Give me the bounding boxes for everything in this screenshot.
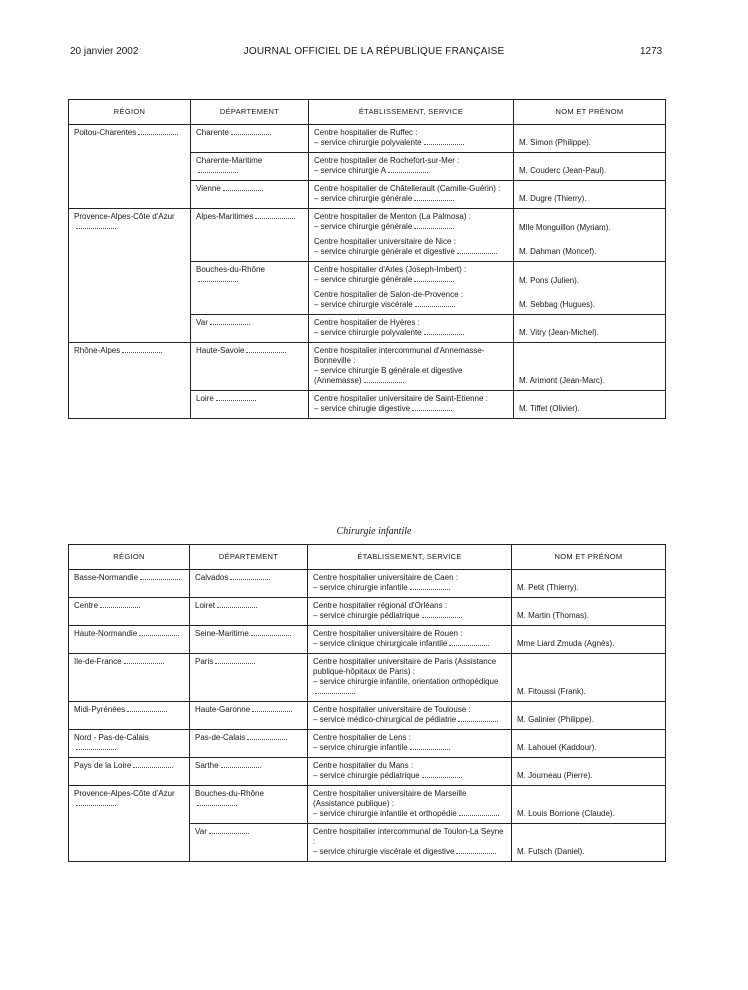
etablissement-cell [308,730,512,758]
leader-dots [424,333,464,335]
service-label: – service chirurgie générale [314,275,413,284]
service-label: – service chirurgie infantile, orientation orthopédique [313,677,499,686]
etablissement-cell [309,153,514,181]
region-cell [69,391,191,419]
etablissement-entry [314,290,508,310]
leader-dots [216,399,256,401]
departement-cell [191,262,309,315]
etablissement-cell [309,209,514,262]
etablissement-entry [313,789,506,819]
leader-dots [457,252,497,254]
leader-dots [388,171,428,173]
table-row [69,125,666,153]
etablissement-cell [309,391,514,419]
nom-prenom: Mme Liard Zmuda (Agnès). [517,639,615,648]
service-label: – service chirurgie viscérale et digestive [313,847,455,856]
departement-label: Alpes-Maritimes [196,212,254,221]
service-name [313,809,506,819]
leader-dots [198,280,238,282]
etablissement-name: Centre hospitalier universitaire de Caen : [313,573,458,582]
etablissement-cell [308,570,512,598]
departement-label: Var [195,827,207,836]
departement-cell [190,758,308,786]
region-label: Centre [74,601,99,610]
region-cell [69,125,191,153]
etablissement-cell [308,626,512,654]
table-row [69,343,666,391]
departement-cell [191,209,309,262]
region-label: Haute-Normandie [74,629,138,638]
leader-dots [223,189,263,191]
region-cell [69,262,191,315]
service-label: – service chirurgie pédiatrique [313,611,420,620]
region-cell [69,626,190,654]
nom-cell [512,654,666,702]
service-name [313,771,506,781]
departement-cell [191,153,309,181]
departement-cell [190,824,308,862]
leader-dots [209,832,249,834]
etablissement-entry [314,346,508,386]
nom-prenom: M. Pons (Julien). [519,276,580,285]
service-label: – service chirurgie B générale et digestive (Annemasse) [314,366,463,385]
leader-dots [124,662,164,664]
leader-dots [76,748,116,750]
etablissement-name: Centre hospitalier universitaire de Rouen : [313,629,463,638]
leader-dots [410,748,450,750]
leader-dots [221,766,261,768]
leader-dots [414,199,454,201]
leader-dots [422,616,462,618]
nom-prenom: M. Dahman (Moncef). [519,247,597,256]
etablissement-cell [309,181,514,209]
departement-label: Vienne [196,184,221,193]
etablissement-cell [308,598,512,626]
nom-cell [512,702,666,730]
service-name [313,743,506,753]
etablissement-cell [308,702,512,730]
service-label: – service chirurgie générale et digestive [314,247,455,256]
etablissement-entry [313,827,506,857]
departement-cell [191,315,309,343]
table-row [69,702,666,730]
etablissement-entry [314,318,508,338]
leader-dots [424,143,464,145]
etablissement-name: Centre hospitalier de Salon-de-Provence : [314,290,463,299]
nom-cell [514,125,666,153]
departement-label: Bouches-du-Rhône [195,789,264,798]
departement-cell [190,730,308,758]
etablissement-cell [309,343,514,391]
nom-cell [512,758,666,786]
service-label: – service chirurgie générale [314,222,413,231]
service-name [313,583,506,593]
etablissement-entry [314,394,508,414]
region-cell [69,209,191,262]
nom-cell [514,153,666,181]
nom-cell [512,598,666,626]
etablissement-name: Centre hospitalier de Hyères : [314,318,420,327]
departement-label: Var [196,318,208,327]
leader-dots [459,814,499,816]
departement-cell [191,391,309,419]
leader-dots [76,227,116,229]
nom-prenom: M. Galinier (Philippe). [517,715,594,724]
region-cell [69,598,190,626]
nom-prenom: M. Journeau (Pierre). [517,771,593,780]
nom-prenom: M. Martin (Thomas). [517,611,590,620]
departement-cell [190,570,308,598]
table-row [69,181,666,209]
leader-dots [139,634,179,636]
departement-cell [190,598,308,626]
leader-dots [210,323,250,325]
etablissement-name: Centre hospitalier de Rochefort-sur-Mer : [314,156,460,165]
leader-dots [449,644,489,646]
nom-prenom: Mlle Monguillon (Myriam). [519,223,611,232]
nom-cell [514,262,666,315]
region-cell [69,702,190,730]
service-label: – service chirurgie A [314,166,387,175]
table-row [69,786,666,824]
etablissement-cell [309,262,514,315]
etablissement-cell [308,786,512,824]
service-name [313,639,506,649]
table-row [69,391,666,419]
departement-label: Bouches-du-Rhône [196,265,265,274]
table-row [69,315,666,343]
etablissement-entry [314,265,508,285]
region-label: Pays de la Loire [74,761,132,770]
table-row [69,730,666,758]
departement-cell [191,343,309,391]
departement-cell [190,654,308,702]
table-row [69,758,666,786]
service-name [314,366,508,386]
leader-dots [246,351,286,353]
leader-dots [410,588,450,590]
leader-dots [197,804,237,806]
etablissement-name: Centre hospitalier universitaire de Toulouse : [313,705,471,714]
service-name [314,275,508,285]
leader-dots [231,133,271,135]
service-name [314,138,508,148]
leader-dots [415,305,455,307]
etablissement-name: Centre hospitalier intercommunal de Toulon-La Seyne : [313,827,504,846]
nom-cell [512,786,666,824]
region-cell [69,824,190,862]
leader-dots [251,634,291,636]
region-cell [69,654,190,702]
etablissement-name: Centre hospitalier régional d'Orléans : [313,601,448,610]
departement-cell [190,626,308,654]
etablissement-name: Centre hospitalier d'Arles (Joseph-Imbert) : [314,265,467,274]
leader-dots [315,692,355,694]
departement-label: Sarthe [195,761,219,770]
table-body [69,125,666,419]
etablissement-entry [314,237,508,257]
leader-dots [247,738,287,740]
col-header-region: RÉGION [69,100,191,125]
etablissement-name: Centre hospitalier de Châtellerault (Camille-Guérin) : [314,184,501,193]
leader-dots [76,804,116,806]
service-name [313,611,506,621]
departement-label: Loire [196,394,214,403]
etablissement-name: Centre hospitalier universitaire de Marseille (Assistance publique) : [313,789,467,808]
etablissement-cell [308,654,512,702]
etablissement-entry [314,156,508,176]
region-cell [69,181,191,209]
region-cell [69,153,191,181]
table-row [69,824,666,862]
nom-cell [514,315,666,343]
etablissement-entry [313,761,506,781]
leader-dots [122,351,162,353]
departement-label: Haute-Garonne [195,705,251,714]
leader-dots [140,578,180,580]
departement-label: Pas-de-Calais [195,733,246,742]
nom-prenom: M. Petit (Thierry). [517,583,579,592]
etablissement-name: Centre hospitalier de Ruffec : [314,128,418,137]
service-name [313,677,506,697]
etablissement-entry [313,733,506,753]
departement-cell [190,786,308,824]
leader-dots [414,227,454,229]
region-label: Nord - Pas-de-Calais [74,733,149,742]
col-header-nom: NOM ET PRÉNOM [512,545,666,570]
region-cell [69,786,190,824]
table-row [69,153,666,181]
etablissement-name: Centre hospitalier universitaire de Saint-Etienne : [314,394,488,403]
etablissement-cell [308,758,512,786]
region-label: Midi-Pyrénées [74,705,126,714]
service-name [314,194,508,204]
col-header-etablissement: ÉTABLISSEMENT, SERVICE [309,100,514,125]
service-name [314,328,508,338]
leader-dots [133,766,173,768]
leader-dots [456,852,496,854]
col-header-departement: DÉPARTEMENT [191,100,309,125]
region-cell [69,315,191,343]
nom-prenom: M. Simon (Philippe). [519,138,592,147]
nom-prenom: M. Fitoussi (Frank). [517,687,586,696]
col-header-nom: NOM ET PRÉNOM [514,100,666,125]
service-label: – service clinique chirurgicale infantile [313,639,448,648]
nom-cell [514,209,666,262]
table-row [69,626,666,654]
leader-dots [230,578,270,580]
etablissement-name: Centre hospitalier du Mans : [313,761,414,770]
departement-label: Paris [195,657,214,666]
table-row [69,209,666,262]
service-label: – service chirurgie générale [314,194,413,203]
region-cell [69,343,191,391]
etablissement-cell [309,125,514,153]
region-label: Rhône-Alpes [74,346,121,355]
region-label: Ile-de-France [74,657,122,666]
nom-cell [512,626,666,654]
etablissement-cell [309,315,514,343]
departement-label: Haute-Savoie [196,346,245,355]
table-body [69,570,666,862]
service-label: – service chirurgie viscérale [314,300,413,309]
nom-prenom: M. Vitry (Jean-Michel). [519,328,599,337]
service-name [314,404,508,414]
nom-cell [514,181,666,209]
service-label: – service chirurgie infantile [313,743,408,752]
header-date: 20 janvier 2002 [70,46,139,57]
nom-cell [512,570,666,598]
nom-prenom: M. Lahouel (Kaddour). [517,743,597,752]
departement-cell [191,181,309,209]
departement-label: Seine-Maritime [195,629,249,638]
leader-dots [217,606,257,608]
etablissement-entry [313,657,506,697]
leader-dots [458,720,498,722]
etablissement-entry [314,128,508,148]
region-label: Poitou-Charentes [74,128,137,137]
region-cell [69,570,190,598]
table-chirurgie-infantile [68,544,666,862]
etablissement-name: Centre hospitalier universitaire de Nice : [314,237,456,246]
departement-label: Charente [196,128,229,137]
leader-dots [198,171,238,173]
etablissement-entry [314,184,508,204]
leader-dots [412,409,452,411]
nom-prenom: M. Couderc (Jean-Paul). [519,166,607,175]
table-row [69,654,666,702]
service-label: – service chirurgie polyvalente [314,138,422,147]
page-number: 1273 [640,46,663,57]
col-header-departement: DÉPARTEMENT [190,545,308,570]
etablissement-entry [313,601,506,621]
departement-label: Calvados [195,573,229,582]
region-cell [69,730,190,758]
etablissement-name: Centre hospitalier de Menton (La Palmosa) : [314,212,471,221]
leader-dots [215,662,255,664]
etablissement-entry [314,212,508,232]
nom-prenom: M. Sebbag (Hugues). [519,300,596,309]
etablissement-name: Centre hospitalier intercommunal d'Annemasse-Bonneville : [314,346,485,365]
departement-cell [190,702,308,730]
departement-label: Charente-Maritime [196,156,263,165]
service-name [314,222,508,232]
leader-dots [127,710,167,712]
leader-dots [255,217,295,219]
header-title: JOURNAL OFFICIEL DE LA RÉPUBLIQUE FRANÇAISE [243,46,505,57]
service-label: – service chirugie digestive [314,404,411,413]
service-name [314,166,508,176]
etablissement-name: Centre hospitalier de Lens : [313,733,411,742]
nom-cell [512,730,666,758]
etablissement-entry [313,629,506,649]
table-chirurgie-generale [68,99,666,419]
leader-dots [414,280,454,282]
leader-dots [364,381,404,383]
leader-dots [422,776,462,778]
col-header-etablissement: ÉTABLISSEMENT, SERVICE [308,545,512,570]
service-name [314,300,508,310]
nom-cell [512,824,666,862]
section-caption: Chirurgie infantile [336,526,412,537]
service-label: – service chirurgie pédiatrique [313,771,420,780]
region-cell [69,758,190,786]
departement-cell [191,125,309,153]
service-label: – service chirurgie polyvalente [314,328,422,337]
region-label: Basse-Normandie [74,573,139,582]
leader-dots [252,710,292,712]
nom-cell [514,391,666,419]
service-label: – service chirurgie infantile [313,583,408,592]
nom-prenom: M. Louis Borrione (Claude). [517,809,615,818]
service-label: – service chirurgie infantile et orthopédie [313,809,457,818]
nom-prenom: M. Arimont (Jean-Marc). [519,376,605,385]
etablissement-entry [313,705,506,725]
region-label: Provence-Alpes-Côte d'Azur [74,789,175,798]
etablissement-entry [313,573,506,593]
region-label: Provence-Alpes-Côte d'Azur [74,212,175,221]
nom-cell [514,343,666,391]
nom-prenom: M. Futsch (Daniel). [517,847,585,856]
table-row [69,262,666,315]
service-label: – service médico-chirurgical de pédiatrie [313,715,457,724]
table-row [69,570,666,598]
service-name [314,247,508,257]
service-name [313,847,506,857]
service-name [313,715,506,725]
table-row [69,598,666,626]
nom-prenom: M. Tiffet (Olivier). [519,404,580,413]
etablissement-cell [308,824,512,862]
departement-label: Loiret [195,601,216,610]
leader-dots [138,133,178,135]
nom-prenom: M. Dugre (Thierry). [519,194,587,203]
etablissement-name: Centre hospitalier universitaire de Paris (Assistance publique-hôpitaux de Paris) : [313,657,497,676]
col-header-region: RÉGION [69,545,190,570]
leader-dots [100,606,140,608]
